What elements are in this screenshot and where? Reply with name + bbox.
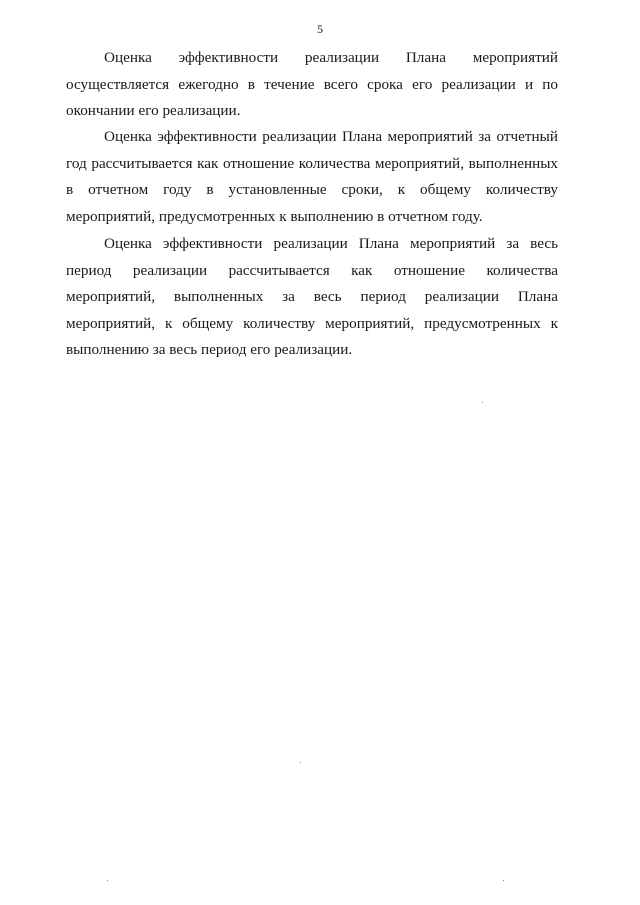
paragraph-2-block (66, 124, 558, 230)
scan-speck (300, 762, 301, 763)
scan-speck (503, 880, 504, 881)
scan-speck (482, 402, 483, 403)
page-number: 5 (317, 22, 323, 36)
paragraph-3-block (66, 231, 558, 364)
paragraph-3: Оценка эффективности реализации Плана мероприятий за весь период реализации рассчитывается как отношение количества мероприятий, выполненных за весь период реализации Плана мероприятий, к общему количеству мероприятий, предусмотренных к выполнению за весь период его реализации. (66, 235, 558, 358)
scan-speck (107, 880, 108, 881)
paragraph-2: Оценка эффективности реализации Плана мероприятий за отчетный год рассчитывается как отношение количества мероприятий, выполненных в отчетном году в установленные сроки, к общему количеству мероприятий, предусмотренных к выполнению в отчетном году. (66, 128, 558, 225)
paragraph-1: Оценка эффективности реализации Плана мероприятий осуществляется ежегодно в течение всего срока его реализации и по окончании его реализации. (66, 49, 558, 119)
paragraph-1-block (66, 45, 558, 125)
